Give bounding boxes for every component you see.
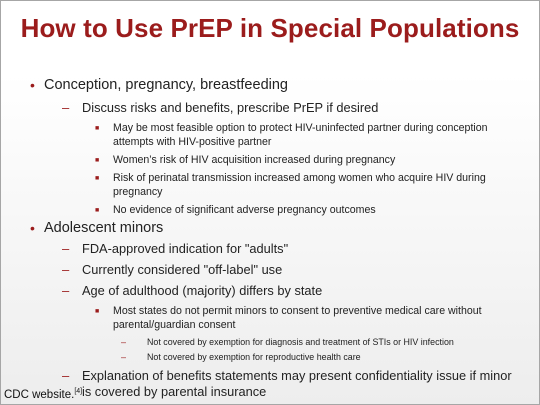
bullet-item [95,153,525,168]
bullet-item [95,121,525,149]
reference-number: [4] [74,388,83,395]
bullet-marker: ■ [95,207,100,214]
bullet-text: Discuss risks and benefits, prescribe PrEP if desired [82,100,379,115]
bullet-text: Not covered by exemption for reproductive health care [147,352,361,362]
bullet-item [62,262,524,278]
bullet-item [95,171,525,199]
bullet-item [30,77,530,94]
bullet-text: Explanation of benefits statements may present confidentiality issue if minor is covered by parental insurance [82,368,512,399]
bullet-marker: – [62,368,70,383]
bullet-marker: – [62,283,70,298]
bullet-text: Most states do not permit minors to consent to preventive medical care without parental/guardian consent [113,305,482,331]
bullet-text: FDA-approved indication for "adults" [82,241,289,256]
bullet-marker: • [30,77,35,93]
bullet-text: Adolescent minors [44,220,164,236]
bullet-marker: ■ [95,308,100,315]
bullet-item [121,336,526,349]
bullet-marker: ■ [95,157,100,164]
bullet-marker: • [30,220,35,236]
bullet-text: No evidence of significant adverse pregnancy outcomes [113,204,376,216]
slide-title: How to Use PrEP in Special Populations [20,13,520,43]
bullet-marker: – [62,100,70,115]
bullet-item [62,368,524,400]
bullet-marker: ■ [95,125,100,132]
bullet-marker: – [121,337,127,347]
bullet-marker: – [62,262,70,277]
source-text: CDC website. [4,389,75,401]
bullet-item [62,283,524,299]
bullet-item [62,100,524,116]
bullet-text: Age of adulthood (majority) differs by state [82,283,323,298]
bullet-item [95,304,525,332]
bullet-text: Conception, pregnancy, breastfeeding [44,77,288,93]
bullet-text: May be most feasible option to protect HIV-uninfected partner during conception attempts with HIV-positive partner [113,122,488,148]
bullet-text: Currently considered "off-label" use [82,262,283,277]
bullet-text: Risk of perinatal transmission increased among women who acquire HIV during pregnancy [113,172,486,198]
bullet-item [121,351,526,364]
bullet-text: Women’s risk of HIV acquisition increased during pregnancy [113,154,396,166]
bullet-item [30,220,530,237]
source-citation [4,385,82,402]
bullet-marker: ■ [95,175,100,182]
bullet-item [62,241,524,257]
bullet-marker: – [121,352,127,362]
bullet-item [95,203,525,218]
bullet-text: Not covered by exemption for diagnosis and treatment of STIs or HIV infection [147,337,454,347]
bullet-marker: – [62,241,70,256]
